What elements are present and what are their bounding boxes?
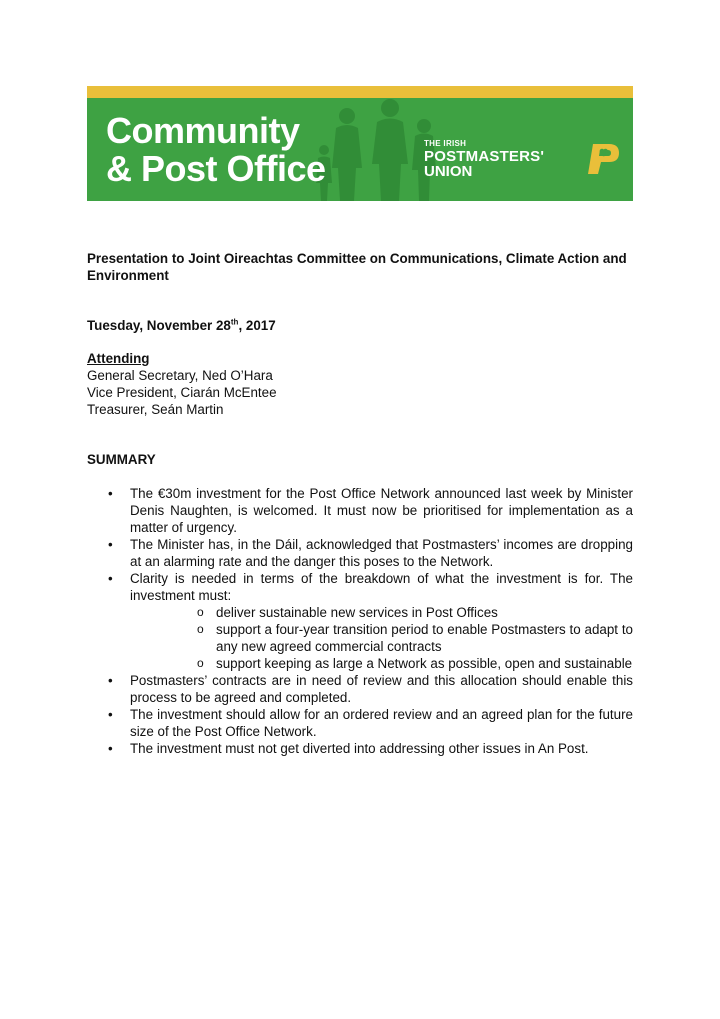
- banner-title-line2: & Post Office: [106, 148, 326, 189]
- summary-item-text: Clarity is needed in terms of the breakdown of what the investment is for. The investment must:: [130, 571, 633, 603]
- banner-gold-strip: [87, 86, 633, 98]
- date-year: , 2017: [238, 318, 276, 333]
- date-text: Tuesday, November 28: [87, 318, 231, 333]
- sub-item: o support keeping as large a Network as possible, open and sustainable: [130, 655, 633, 672]
- attendee: General Secretary, Ned O’Hara: [87, 368, 273, 383]
- summary-item: [87, 570, 633, 672]
- summary-heading: SUMMARY: [87, 452, 156, 467]
- union-name: [424, 139, 544, 179]
- investment-sub-list: [130, 604, 633, 672]
- summary-item: • Postmasters’ contracts are in need of review and this allocation should enable this process to be agreed and completed.: [87, 672, 633, 706]
- date-suffix: th: [230, 317, 239, 327]
- union-name-bottom: UNION: [424, 163, 473, 180]
- sub-item: o deliver sustainable new services in Post Offices: [130, 604, 633, 621]
- community-post-office-banner: [87, 86, 633, 201]
- shamrock-p-logo-icon: [583, 142, 623, 176]
- summary-item: • The investment should allow for an ordered review and an agreed plan for the future size of the Post Office Network.: [87, 706, 633, 740]
- union-name-middle: POSTMASTERS': [424, 148, 545, 165]
- summary-item: • The €30m investment for the Post Office Network announced last week by Minister Denis Naughten, is welcomed. It must now be prioritised for implementation as a matter of urgency.: [87, 485, 633, 536]
- presentation-date: [87, 317, 633, 334]
- attendee: Vice President, Ciarán McEntee: [87, 385, 277, 400]
- banner-title: [106, 112, 326, 188]
- summary-item: • The investment must not get diverted into addressing other issues in An Post.: [87, 740, 633, 757]
- document-body: [87, 250, 633, 757]
- attending-heading: Attending: [87, 351, 150, 366]
- summary-item: • The Minister has, in the Dáil, acknowledged that Postmasters’ incomes are dropping at an alarming rate and the danger this poses to the Network.: [87, 536, 633, 570]
- sub-item: o support a four-year transition period to enable Postmasters to adapt to any new agreed commercial contracts: [130, 621, 633, 655]
- summary-list: [87, 485, 633, 757]
- banner-title-line1: Community: [106, 110, 300, 151]
- document-title: Presentation to Joint Oireachtas Committee on Communications, Climate Action and Environment: [87, 251, 627, 283]
- union-name-top: THE IRISH: [424, 139, 467, 148]
- attendee: Treasurer, Seán Martin: [87, 402, 224, 417]
